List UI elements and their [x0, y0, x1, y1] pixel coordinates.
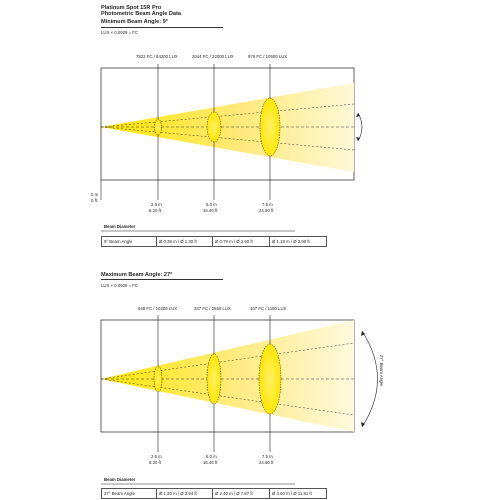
section-2-dist-ft-2: 16.40 ft — [203, 460, 218, 465]
section-1-conversion: LUX × 0.0929 = FC — [101, 30, 139, 35]
section-2-title: Maximum Beam Angle: 27° — [101, 272, 173, 278]
section-1-dist-m-2: 5.0 m — [206, 202, 217, 207]
page-subtitle: Photometric Beam Angle Data — [101, 11, 181, 17]
section-2-spot-3 — [259, 344, 281, 414]
section-1-dist-ft-1: 8.20 ft — [149, 208, 161, 213]
section-2-angle-label: 27° Beam Angle — [379, 355, 384, 386]
section-2-spot-1 — [154, 366, 162, 392]
section-1-dist-ft-2: 16.40 ft — [203, 208, 218, 213]
section-1-dist-m-3: 7.5 m — [262, 202, 273, 207]
section-1-reading-3: 976 FC / 10500 LUX — [248, 54, 288, 59]
section-2-reading-2: 237 FC / 2550 LUX — [194, 306, 231, 311]
section-1-angle-arc — [358, 113, 362, 141]
section-2-dist-m-1: 2.5 m — [151, 454, 162, 459]
section-1-spot-1 — [155, 119, 162, 135]
section-1-origin-ft: 0 ft — [91, 198, 97, 203]
section-2-row-label: 27° Beam Angle — [102, 489, 157, 499]
section-1-diameter-1: Ø 0.39 m / Ø 1.30 ft — [157, 237, 213, 247]
section-1-spot-3 — [260, 98, 280, 156]
section-1-dist-m-1: 2.5 m — [151, 202, 162, 207]
section-1-diameter-header: Beam Diameter — [104, 224, 136, 229]
section-2-dist-m-3: 7.5 m — [262, 454, 273, 459]
section-2-spot-2 — [207, 354, 221, 404]
section-1-diameter-3: Ø 1.18 m / Ø 3.90 ft — [270, 237, 327, 247]
section-2-diameter-2: Ø 2.40 m / Ø 7.87 ft — [213, 489, 270, 499]
section-2-conversion: LUX × 0.0929 = FC — [101, 283, 139, 288]
section-2-diameter-1: Ø 1.20 m / Ø 3.94 ft — [157, 489, 213, 499]
section-2-reading-3: 107 FC / 1150 LUX — [250, 306, 287, 311]
section-2-angle-arc — [362, 331, 378, 427]
section-2-dist-ft-3: 24.60 ft — [259, 460, 274, 465]
section-1-diameter-2: Ø 0.79 m / Ø 2.60 ft — [213, 237, 270, 247]
section-1-row-label: 9° Beam Angle — [102, 237, 157, 247]
section-1-reading-1: 7822 FC / 84200 LUX — [136, 54, 178, 59]
section-2-diameter-3: Ø 3.60 m / Ø 11.81 ft — [270, 489, 327, 499]
section-1-origin-m: 0 m — [91, 192, 99, 197]
section-2-dist-ft-1: 8.20 ft — [149, 460, 161, 465]
section-2-diameter-header: Beam Diameter — [104, 477, 136, 482]
section-1-spot-2 — [207, 112, 221, 142]
section-2-reading-1: 948 FC / 10200 LUX — [138, 306, 178, 311]
product-title: Platinum Spot 15R Pro — [101, 5, 162, 11]
section-2-dist-m-2: 5.0 m — [206, 454, 217, 459]
section-1-dist-ft-3: 24.60 ft — [259, 208, 274, 213]
section-1-reading-2: 2044 FC / 22000 LUX — [192, 54, 234, 59]
section-1-title: Minimum Beam Angle: 9° — [101, 19, 168, 25]
